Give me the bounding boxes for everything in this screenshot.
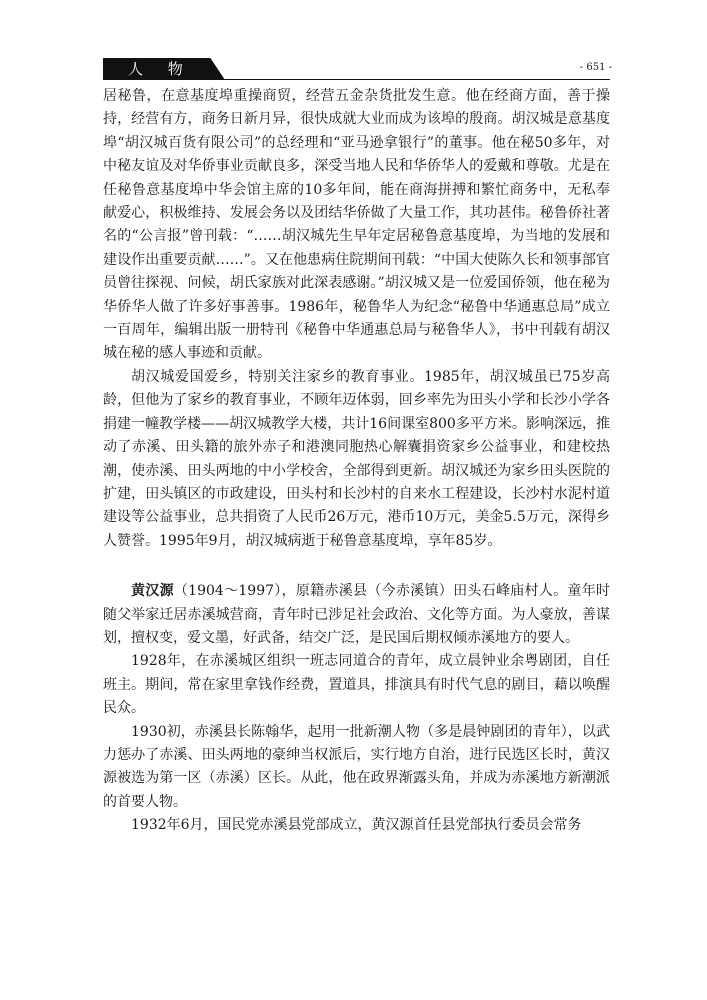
entry-separator	[103, 553, 610, 580]
paragraph-huang-intro	[103, 580, 610, 650]
biography-name: 黄汉源	[131, 583, 174, 600]
paragraph-hu-continuation: 居秘鲁，在意基度埠重操商贸，经营五金杂货批发生意。他在经商方面，善于操持，经营有方，商务日新月异，很快成就大业而成为该埠的殷商。胡汉城是意基度埠“胡汉城百货有限公司”的总经理和“亚马逊拿银行”的董事。他在秘50多年，对中秘友谊及对华侨事业贡献良多，深受当地人民和华侨华人的爱戴和尊敬。尤是在任秘鲁意基度埠中华会馆主席的10多年间，能在商海拼搏和繁忙商务中，无私奉献爱心，积极维持、发展会务以及团结华侨做了大量工作，其功甚伟。秘鲁侨社著名的“公言报”曾刊载：“……胡汉城先生早年定居秘鲁意基度埠，为当地的发展和建设作出重要贡献……”。又在他患病住院期间刊载：“中国大使陈久长和领事部官员曾往探视、问候，胡氏家族对此深表感谢。”胡汉城又是一位爱国侨领，他在秘为华侨华人做了许多好事善事。1986年，秘鲁华人为纪念“秘鲁中华通惠总局”成立一百周年，编辑出版一册特刊《秘鲁中华通惠总局与秘鲁华人》，书中刊载有胡汉城在秘的感人事迹和贡献。	[103, 88, 610, 362]
paragraph-huang-1930: 1930初，赤溪县长陈翰华，起用一批新潮人物（多是晨钟剧团的青年），以武力惩办了赤溪、田头两地的豪绅当权派后，实行地方自治，进行民选区长时，黄汉源被选为第一区（赤溪）区长。从此，他在政界渐露头角，并成为赤溪地方新潮派的首要人物。	[103, 723, 610, 810]
paragraph-huang-1928: 1928年，在赤溪城区组织一班志同道合的青年，成立晨钟业余粤剧团，自任班主。期间，常在家里拿钱作经费，置道具，排演具有时代气息的剧目，藉以唤醒民众。	[103, 653, 610, 717]
paragraph-huang-1932: 1932年6月，国民党赤溪县党部成立，黄汉源首任县党部执行委员会常务	[131, 817, 582, 834]
header-rule	[103, 79, 610, 80]
page-number: - 651 -	[579, 62, 612, 73]
section-title: 人 物	[128, 60, 193, 78]
page-body	[103, 85, 610, 838]
biography-intro-text: （1904～1997），原籍赤溪县（今赤溪镇）田头石峰庙村人。童年时随父举家迁居赤溪城营商，青年时已涉足社会政治、文化等方面。为人豪放，善谋划，擅权变，爱文墨，好武备，结交广泛，是民国后期权倾赤溪地方的要人。	[103, 583, 610, 646]
paragraph-hu-education: 胡汉城爱国爱乡，特别关注家乡的教育事业。1985年，胡汉城虽已75岁高龄，但他为了家乡的教育事业，不顾年迈体弱，回乡率先为田头小学和长沙小学各捐建一幢教学楼——胡汉城教学大楼，共计16间课室800多平方米。影响深远，推动了赤溪、田头籍的旅外赤子和港澳同胞热心解囊捐资家乡公益事业，和建校热潮，使赤溪、田头两地的中小学校舍，全部得到更新。胡汉城还为家乡田头医院的扩建，田头镇区的市政建设，田头村和长沙村的自来水工程建设，长沙村水泥村道建设等公益事业，总共捐资了人民币26万元，港币10万元，美金5.5万元，深得乡人赞誉。1995年9月，胡汉城病逝于秘鲁意基度埠，享年85岁。	[103, 368, 610, 549]
